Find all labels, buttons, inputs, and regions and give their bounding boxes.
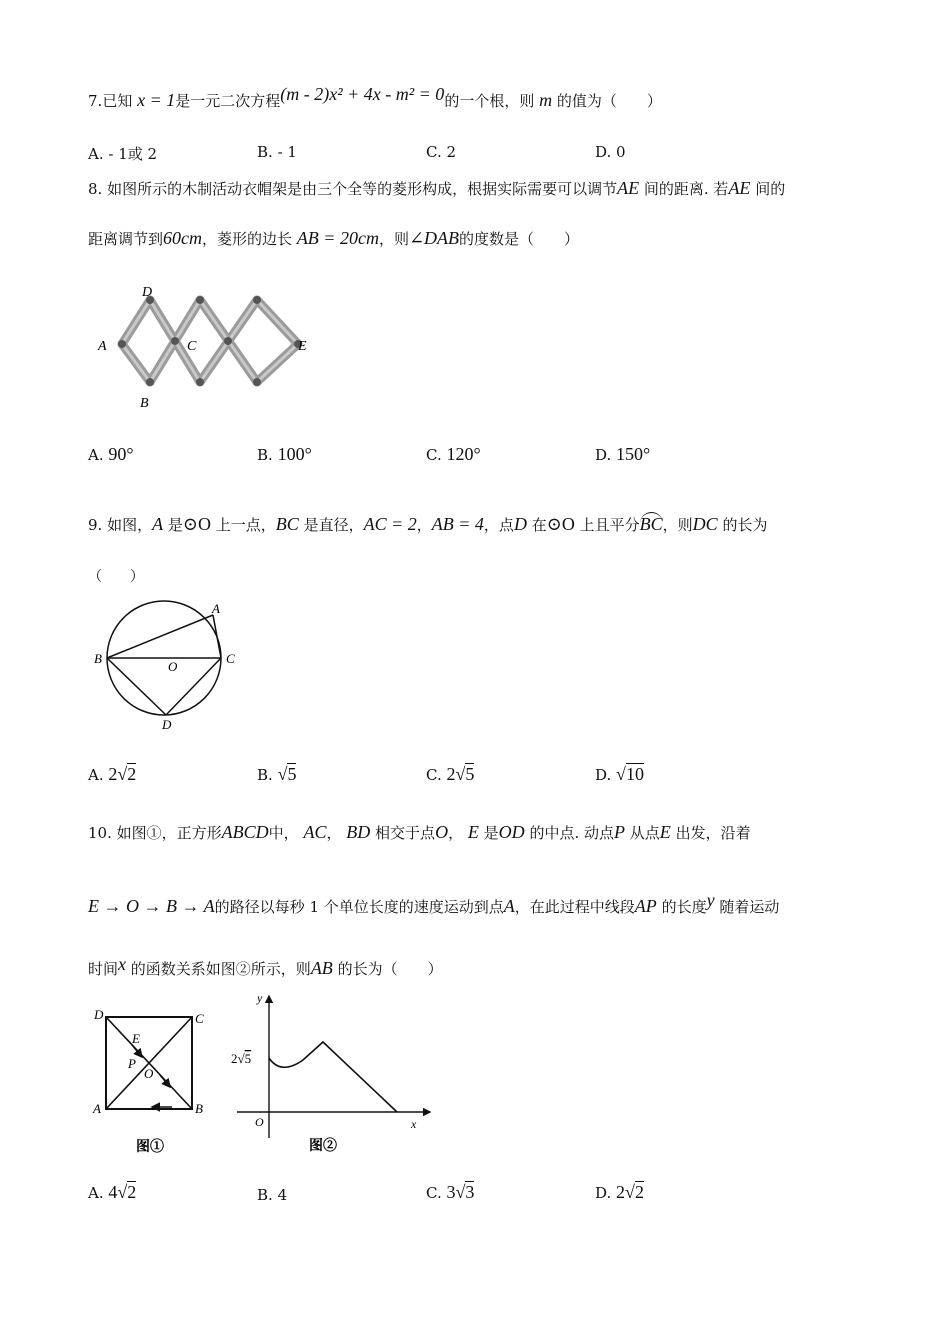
sqrt-sign: √ bbox=[455, 764, 466, 784]
option-value: 2 bbox=[446, 143, 457, 161]
y-value-radicand: 5 bbox=[244, 1051, 252, 1066]
option-radicand: 5 bbox=[465, 764, 475, 784]
label-c: C bbox=[226, 651, 235, 666]
sqrt-sign: √ bbox=[117, 1182, 128, 1202]
stem-text: 间的距离. 若 bbox=[643, 180, 729, 198]
math-variable: AC bbox=[303, 822, 327, 842]
question-8-stem-line2 bbox=[88, 228, 579, 249]
label-b: B bbox=[195, 1101, 203, 1116]
label-d: D bbox=[162, 717, 172, 732]
option-radicand: 5 bbox=[287, 764, 297, 784]
option-label: B. bbox=[257, 1186, 273, 1204]
stem-text: 的中点. 动点 bbox=[529, 824, 614, 842]
question-number: 9. bbox=[88, 516, 103, 534]
option-label: D. bbox=[595, 1184, 612, 1202]
label-c: C bbox=[187, 339, 197, 354]
option-d[interactable] bbox=[595, 1182, 644, 1203]
sqrt-sign: √ bbox=[117, 764, 128, 784]
option-b[interactable] bbox=[257, 1186, 287, 1204]
label-a: A bbox=[98, 339, 107, 354]
stem-text: 如图①，正方形 bbox=[116, 824, 222, 842]
stem-text: 是 bbox=[483, 824, 499, 842]
option-c[interactable] bbox=[426, 143, 456, 161]
question-10-stem-line2 bbox=[88, 890, 780, 917]
option-coefficient: 2 bbox=[446, 764, 456, 784]
stem-text: 的值为（ ） bbox=[556, 92, 662, 110]
option-label: B. bbox=[257, 766, 273, 784]
math-variable: P bbox=[613, 822, 625, 842]
stem-text: 中， bbox=[268, 824, 299, 842]
option-value: 120° bbox=[446, 444, 481, 464]
math-variable: BC bbox=[275, 514, 299, 534]
stem-text: 在 bbox=[531, 516, 547, 534]
square-figure bbox=[90, 1005, 220, 1160]
stem-text: 的路径以每秒 1 个单位长度的速度运动到点 bbox=[214, 898, 504, 916]
option-label: A. bbox=[88, 145, 104, 163]
stem-text: 上且平分 bbox=[579, 516, 640, 534]
math-equation: (m - 2)x² + 4x - m² = 0 bbox=[280, 84, 445, 104]
stem-text: 随着运动 bbox=[719, 898, 780, 916]
option-value: 90° bbox=[108, 444, 134, 464]
option-coefficient: 3 bbox=[446, 1182, 456, 1202]
stem-text: ， bbox=[448, 824, 464, 842]
stem-text: 的长为（ ） bbox=[337, 960, 443, 978]
option-label: A. bbox=[88, 766, 104, 784]
math-variable: E bbox=[467, 822, 479, 842]
question-number: 7. bbox=[88, 92, 103, 110]
stem-text: 的度数是（ ） bbox=[459, 230, 580, 248]
math-expression: AB = 4 bbox=[431, 514, 484, 534]
math-expression: ∠DAB bbox=[408, 228, 460, 248]
sqrt-sign: √ bbox=[277, 764, 288, 784]
option-a[interactable] bbox=[88, 1182, 136, 1203]
stem-text: 的一个根，则 bbox=[444, 92, 535, 110]
stem-text: 距离调节到 bbox=[88, 230, 164, 248]
math-expression: ⊙O bbox=[546, 514, 575, 534]
option-a[interactable] bbox=[88, 444, 134, 465]
math-variable: y bbox=[706, 890, 715, 910]
figure-caption: 图② bbox=[309, 1139, 337, 1154]
option-label: D. bbox=[595, 143, 612, 161]
option-radicand: 2 bbox=[127, 764, 137, 784]
function-graph bbox=[225, 988, 435, 1160]
option-value: 150° bbox=[616, 444, 651, 464]
question-10-stem-line1 bbox=[88, 822, 751, 843]
option-label: D. bbox=[595, 766, 612, 784]
stem-text: 是一元二次方程 bbox=[175, 92, 281, 110]
coat-rack-figure bbox=[92, 282, 322, 412]
answer-paren: （ ） bbox=[88, 569, 144, 585]
sqrt-sign: √ bbox=[625, 1182, 635, 1202]
label-a: A bbox=[212, 601, 220, 616]
stem-text: 如图所示的木制活动衣帽架是由三个全等的菱形构成，根据实际需要可以调节 bbox=[107, 180, 618, 198]
label-d: D bbox=[142, 285, 153, 300]
question-8-stem-line1 bbox=[88, 178, 785, 199]
label-e: E bbox=[132, 1031, 140, 1046]
math-expression: 60cm bbox=[163, 228, 203, 248]
origin-label: O bbox=[255, 1115, 264, 1129]
math-variable: x bbox=[118, 954, 127, 974]
option-c[interactable] bbox=[426, 1182, 474, 1203]
stem-text: ，在此过程中线段 bbox=[514, 898, 635, 916]
option-c[interactable] bbox=[426, 764, 474, 785]
label-a: A bbox=[93, 1101, 101, 1116]
option-label: C. bbox=[426, 1184, 442, 1202]
stem-text: ，点 bbox=[483, 516, 514, 534]
label-o: O bbox=[168, 659, 178, 674]
question-number: 8. bbox=[88, 180, 103, 198]
option-value: - 1 bbox=[277, 143, 297, 161]
option-value: 4 bbox=[277, 1186, 288, 1204]
option-b[interactable] bbox=[257, 444, 312, 465]
math-variable: E bbox=[659, 822, 671, 842]
math-expression: x = 1 bbox=[137, 90, 176, 110]
option-label: B. bbox=[257, 143, 273, 161]
math-expression: AC = 2 bbox=[363, 514, 417, 534]
stem-text: 的函数关系如图②所示，则 bbox=[130, 960, 311, 978]
stem-text: ， bbox=[326, 824, 342, 842]
math-variable: BD bbox=[346, 822, 371, 842]
math-variable: ABCD bbox=[221, 822, 269, 842]
stem-text: ， bbox=[416, 516, 432, 534]
math-variable: AB bbox=[310, 958, 333, 978]
option-coefficient: 2 bbox=[108, 764, 118, 784]
option-radicand: 3 bbox=[465, 1182, 475, 1202]
math-expression: ⊙O bbox=[182, 514, 211, 534]
option-a[interactable] bbox=[88, 143, 157, 164]
stem-text: 相交于点 bbox=[375, 824, 436, 842]
option-label: C. bbox=[426, 143, 442, 161]
option-coefficient: 4 bbox=[108, 1182, 118, 1202]
option-value: 0 bbox=[616, 143, 626, 161]
stem-text: 时间 bbox=[88, 960, 119, 978]
question-number: 10. bbox=[88, 824, 112, 842]
stem-text: 如图， bbox=[107, 516, 153, 534]
math-variable: m bbox=[539, 90, 553, 110]
math-variable: D bbox=[513, 514, 527, 534]
math-variable: OD bbox=[498, 822, 525, 842]
option-label: D. bbox=[595, 446, 612, 464]
label-b: B bbox=[94, 651, 102, 666]
option-d[interactable] bbox=[595, 764, 644, 785]
option-a[interactable] bbox=[88, 764, 136, 785]
option-value: - 1或 2 bbox=[108, 145, 158, 163]
math-variable: O bbox=[435, 822, 449, 842]
stem-text: ，菱形的边长 bbox=[202, 230, 293, 248]
label-d: D bbox=[94, 1007, 104, 1022]
option-radicand: 10 bbox=[625, 764, 644, 784]
math-variable: AE bbox=[728, 178, 751, 198]
stem-text: 间的 bbox=[755, 180, 786, 198]
option-d[interactable] bbox=[595, 444, 650, 465]
stem-text: ，则 bbox=[662, 516, 693, 534]
stem-text: 已知 bbox=[102, 92, 133, 110]
option-radicand: 2 bbox=[127, 1182, 137, 1202]
option-c[interactable] bbox=[426, 444, 481, 465]
sqrt-sign: √ bbox=[616, 764, 626, 784]
math-variable: AP bbox=[634, 896, 657, 916]
option-label: A. bbox=[88, 446, 104, 464]
label-b: B bbox=[140, 396, 149, 411]
label-o: O bbox=[144, 1066, 154, 1081]
option-coefficient: 2 bbox=[616, 1182, 626, 1202]
math-variable: A bbox=[152, 514, 164, 534]
stem-text: 出发，沿着 bbox=[675, 824, 751, 842]
stem-text: 是 bbox=[167, 516, 183, 534]
question-7-stem bbox=[88, 84, 662, 111]
question-10-stem-line3 bbox=[88, 954, 443, 979]
option-label: A. bbox=[88, 1184, 104, 1202]
math-variable: AE bbox=[617, 178, 640, 198]
option-label: C. bbox=[426, 766, 442, 784]
y-value-label: 2√5 bbox=[231, 1051, 252, 1066]
math-variable: A bbox=[503, 896, 515, 916]
option-b[interactable] bbox=[257, 764, 296, 785]
y-value-coefficient: 2 bbox=[231, 1051, 238, 1066]
stem-text: 的长度 bbox=[661, 898, 707, 916]
axis-label-y: y bbox=[257, 991, 263, 1005]
stem-text: 的长为 bbox=[722, 516, 768, 534]
label-c: C bbox=[195, 1011, 204, 1026]
stem-text: 是直径， bbox=[303, 516, 364, 534]
math-variable: DC bbox=[692, 514, 718, 534]
math-expression: AB = 20cm bbox=[296, 228, 379, 248]
option-label: C. bbox=[426, 446, 442, 464]
option-value: 100° bbox=[277, 444, 312, 464]
option-radicand: 2 bbox=[634, 1182, 644, 1202]
option-b[interactable] bbox=[257, 143, 297, 161]
axis-label-x: x bbox=[411, 1117, 417, 1131]
circle-figure bbox=[92, 594, 252, 734]
stem-text: 从点 bbox=[629, 824, 660, 842]
figure-caption: 图① bbox=[136, 1140, 164, 1155]
math-arc: BC bbox=[639, 514, 663, 534]
option-d[interactable] bbox=[595, 143, 626, 161]
stem-text: 上一点， bbox=[215, 516, 276, 534]
stem-text: ，则 bbox=[378, 230, 409, 248]
sqrt-sign: √ bbox=[455, 1182, 466, 1202]
math-path: E → O → B → A bbox=[88, 896, 215, 916]
label-p: P bbox=[128, 1056, 136, 1071]
label-e: E bbox=[298, 339, 307, 354]
question-9-stem bbox=[88, 512, 767, 535]
option-label: B. bbox=[257, 446, 273, 464]
